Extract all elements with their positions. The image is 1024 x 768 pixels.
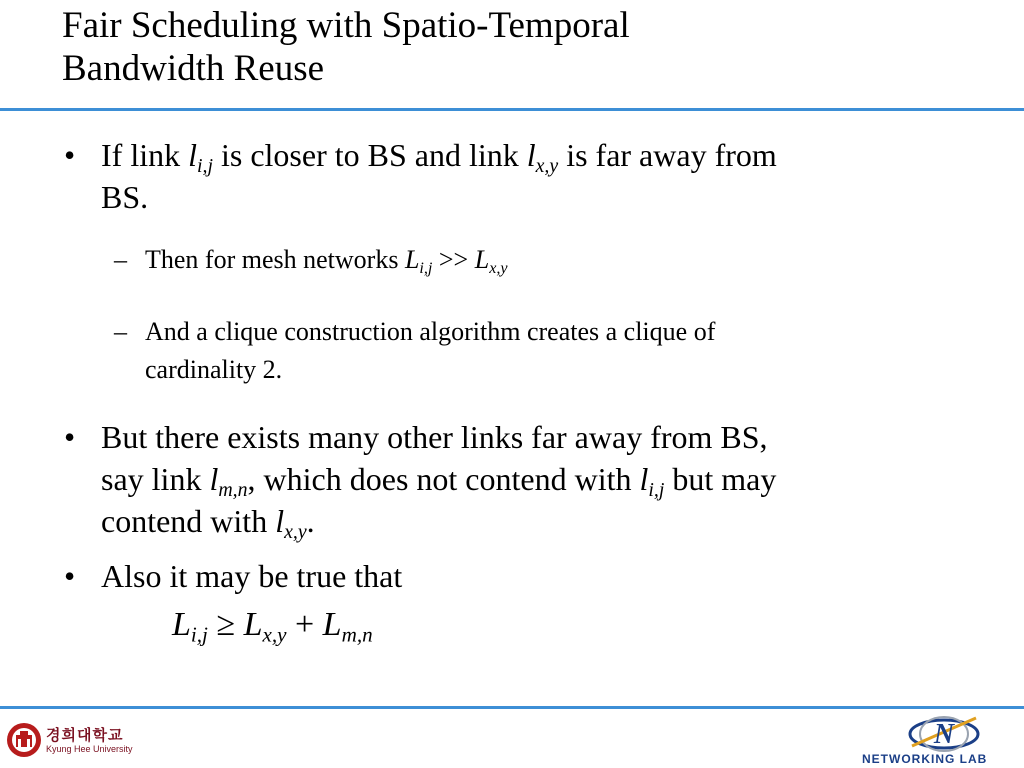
bullet-dot: • [64, 558, 76, 594]
networking-lab-emblem-icon [904, 712, 984, 754]
text-run: but may [664, 461, 777, 497]
math-var: l [526, 137, 536, 173]
bullet-3-text: Also it may be true that [101, 558, 403, 594]
sub-bullet-1-text [145, 241, 905, 279]
university-name-english: Kyung Hee University [46, 744, 133, 754]
text-run: , which does not contend with [247, 461, 640, 497]
sub-bullet-dash: – [114, 317, 127, 346]
math-var: l [275, 503, 285, 539]
university-emblem-icon [4, 720, 44, 760]
text-run: If link [101, 137, 189, 173]
math-var: L [474, 245, 490, 274]
math-var: L [322, 606, 342, 643]
sub-bullet-2-line2: cardinality 2. [145, 355, 283, 384]
sub-bullet-2-line1: And a clique construction algorithm creates a clique of [145, 317, 716, 346]
university-name-korean: 경희대학교 [46, 726, 124, 744]
math-operator: >> [432, 245, 475, 274]
math-subscript: m,n [218, 478, 248, 501]
bullet-2-line3 [101, 500, 961, 542]
bullet-1-line2: BS. [101, 179, 149, 215]
university-logo [4, 716, 144, 766]
math-subscript: x,y [262, 622, 287, 647]
math-subscript: x,y [535, 154, 559, 177]
networking-lab-logo [860, 712, 1020, 768]
sub-bullet-dash: – [114, 245, 127, 274]
math-var: L [243, 606, 263, 643]
text-run: Then for mesh networks [145, 245, 405, 274]
networking-lab-name: NETWORKING LAB [862, 752, 988, 766]
text-run: is closer to BS and link [212, 137, 527, 173]
math-subscript: x,y [489, 259, 508, 277]
bullet-dot: • [64, 419, 76, 455]
math-subscript: i,j [190, 622, 208, 647]
title-divider [0, 108, 1024, 111]
text-run: contend with [101, 503, 276, 539]
bullet-1-text [101, 134, 961, 218]
footer-divider [0, 706, 1024, 709]
text-run: say link [101, 461, 210, 497]
lab-logo-letter: N [933, 719, 955, 750]
math-subscript: x,y [284, 520, 307, 543]
math-subscript: i,j [419, 259, 433, 277]
slide-title [62, 4, 962, 90]
math-var: l [188, 137, 197, 173]
slide-title-line1: Fair Scheduling with Spatio-Temporal [62, 5, 630, 46]
inequality-equation [172, 603, 373, 647]
bullet-2-text [101, 416, 961, 542]
math-var: l [639, 461, 649, 497]
math-var: L [172, 606, 191, 643]
bullet-1-line1 [101, 134, 961, 176]
math-subscript: i,j [648, 478, 665, 501]
math-var: L [404, 245, 420, 274]
math-operator: + [286, 606, 323, 643]
bullet-2-line1: But there exists many other links far away from BS, [101, 419, 768, 455]
math-subscript: i,j [196, 154, 213, 177]
text-run: . [306, 503, 315, 539]
math-subscript: m,n [341, 622, 373, 647]
math-var: l [209, 461, 219, 497]
bullet-dot: • [64, 137, 76, 173]
bullet-2-line2 [101, 458, 961, 500]
math-operator: ≥ [207, 606, 244, 643]
sub-bullet-2-text [145, 313, 905, 389]
slide-title-line2: Bandwidth Reuse [62, 48, 325, 89]
text-run: is far away from [558, 137, 777, 173]
